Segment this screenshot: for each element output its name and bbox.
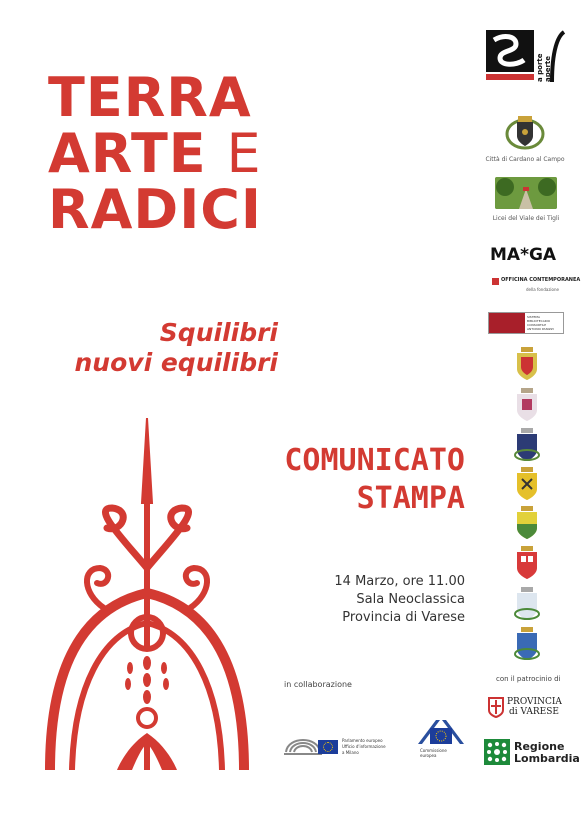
parlamento-europeo-logo (284, 722, 400, 770)
film-strip-icon (550, 30, 566, 82)
commission-building-icon (416, 716, 466, 746)
subtitle-line-2: nuovi equilibri (74, 348, 278, 377)
cardano-caption: Città di Cardano al Campo (485, 156, 565, 163)
municipal-crest-6-icon (514, 546, 540, 580)
eu-flag-icon (318, 740, 338, 754)
aporte-text: a porte aperte (536, 53, 552, 82)
wrought-iron-illustration (42, 418, 252, 770)
regione-lombardia-logo (484, 737, 580, 767)
municipal-crest-4-icon (514, 467, 540, 501)
maga-logo: MA*GA (490, 245, 557, 265)
parlamento-title: Parlamento europeo (342, 738, 383, 743)
sistema-bibliotecario-logo (488, 312, 564, 334)
aporte-emblem-icon (486, 30, 534, 82)
officina-title: OFFICINA CONTEMPORANEA (501, 277, 581, 283)
title-word-arte: ARTE (48, 122, 207, 185)
rosa-camuna-icon (484, 739, 510, 765)
municipal-crest-8-icon (514, 627, 540, 661)
title-line-1: TERRA (48, 66, 252, 129)
patronage-label: con il patrocinio di (496, 675, 561, 683)
municipal-crest-1-icon (514, 347, 540, 381)
licei-logo (495, 177, 557, 209)
regione-line-2: Lombardia (514, 752, 580, 765)
commissione-title: Commissione europea (420, 748, 447, 758)
subtitle-line-1: Squilibri (159, 318, 278, 347)
comunicato-line-2: STAMPA (356, 481, 465, 516)
regione-line-1: Regione (514, 740, 565, 753)
cardano-crest (505, 110, 545, 150)
commissione-europea-logo (416, 716, 470, 768)
a-porte-aperte-logo (486, 30, 568, 82)
licei-caption: Licei del Viale dei Tigli (492, 215, 560, 222)
sistema-text: SISTEMA BIBLIOTECARIO CONSORTILE ANTONIO PANIZZI (527, 315, 554, 331)
press-release-heading (284, 442, 465, 518)
main-title (48, 66, 288, 241)
provincia-line-1: PROVINCIA (507, 697, 562, 707)
event-details (334, 573, 465, 627)
title-line-2 (48, 122, 288, 185)
collaboration-label: in collaborazione (284, 680, 352, 689)
parliament-emblem-icon (284, 728, 322, 766)
officina-logo (492, 277, 581, 297)
comunicato-line-1: COMUNICATO (284, 443, 465, 478)
event-venue: Provincia di Varese (342, 610, 465, 625)
municipal-crest-7-icon (514, 587, 540, 621)
parlamento-sub-2: a Milano (342, 750, 359, 755)
city-crest-icon (505, 110, 545, 150)
municipal-crest-2-icon (514, 388, 540, 422)
municipal-crest-5-icon (514, 506, 540, 540)
officina-subtitle: della fondazione (526, 287, 559, 292)
title-line-3: RADICI (48, 178, 263, 241)
event-place: Sala Neoclassica (356, 592, 465, 607)
officina-mark-icon (492, 278, 499, 285)
parlamento-sub-1: Ufficio d'informazione (342, 744, 386, 749)
provincia-varese-logo (487, 694, 569, 720)
provincia-crest-icon (487, 696, 505, 718)
municipal-crest-3-icon (514, 428, 540, 462)
event-date: 14 Marzo, ore 11.00 (334, 574, 465, 589)
provincia-line-2: di VARESE (509, 707, 559, 717)
subtitle (75, 318, 279, 378)
sistema-mark-icon (489, 313, 525, 333)
tree-avenue-icon (495, 177, 557, 209)
title-word-e: E (226, 122, 262, 185)
